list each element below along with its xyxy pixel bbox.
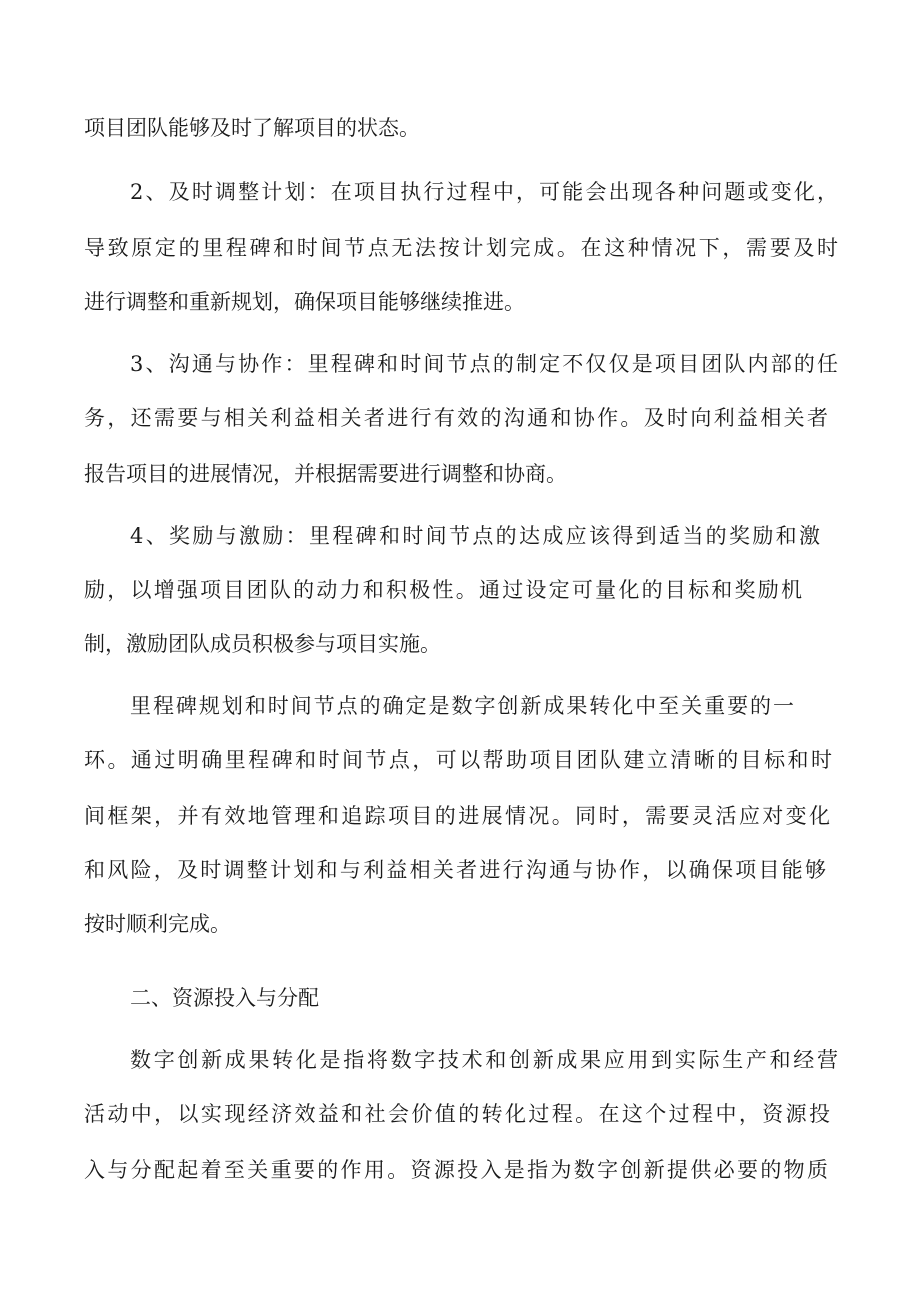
- paragraph-line: 和风险，及时调整计划和与利益相关者进行沟通与协作，以确保项目能够: [84, 858, 826, 882]
- paragraph-line: 进行调整和重新规划，确保项目能够继续推进。: [84, 290, 525, 314]
- paragraph-line: 入与分配起着至关重要的作用。资源投入是指为数字创新提供必要的物质: [84, 1158, 828, 1182]
- paragraph-line: 项目团队能够及时了解项目的状态。: [84, 116, 420, 140]
- paragraph-line: 导致原定的里程碑和时间节点无法按计划完成。在这种情况下，需要及时: [84, 236, 838, 260]
- paragraph-line: 4、奖励与激励：里程碑和时间节点的达成应该得到适当的奖励和激: [130, 524, 820, 548]
- paragraph-line: 2、及时调整计划：在项目执行过程中，可能会出现各种问题或变化，: [130, 180, 838, 204]
- paragraph-line: 务，还需要与相关利益相关者进行有效的沟通和协作。及时向利益相关者: [84, 406, 828, 430]
- paragraph-line: 间框架，并有效地管理和追踪项目的进展情况。同时，需要灵活应对变化: [84, 804, 830, 828]
- paragraph-line: 报告项目的进展情况，并根据需要进行调整和协商。: [84, 462, 567, 486]
- paragraph-line: 数字创新成果转化是指将数字技术和创新成果应用到实际生产和经营: [130, 1048, 838, 1072]
- paragraph-line: 制，激励团队成员积极参与项目实施。: [84, 632, 441, 656]
- paragraph-line: 按时顺利完成。: [84, 912, 231, 936]
- paragraph-line: 环。通过明确里程碑和时间节点，可以帮助项目团队建立清晰的目标和时: [84, 748, 832, 772]
- paragraph-line: 3、沟通与协作：里程碑和时间节点的制定不仅仅是项目团队内部的任: [130, 352, 838, 376]
- paragraph-line: 活动中，以实现经济效益和社会价值的转化过程。在这个过程中，资源投: [84, 1102, 830, 1126]
- paragraph-line: 励，以增强项目团队的动力和积极性。通过设定可量化的目标和奖励机: [84, 578, 802, 602]
- paragraph-line: 里程碑规划和时间节点的确定是数字创新成果转化中至关重要的一: [130, 694, 794, 718]
- section-heading: 二、资源投入与分配: [130, 986, 319, 1010]
